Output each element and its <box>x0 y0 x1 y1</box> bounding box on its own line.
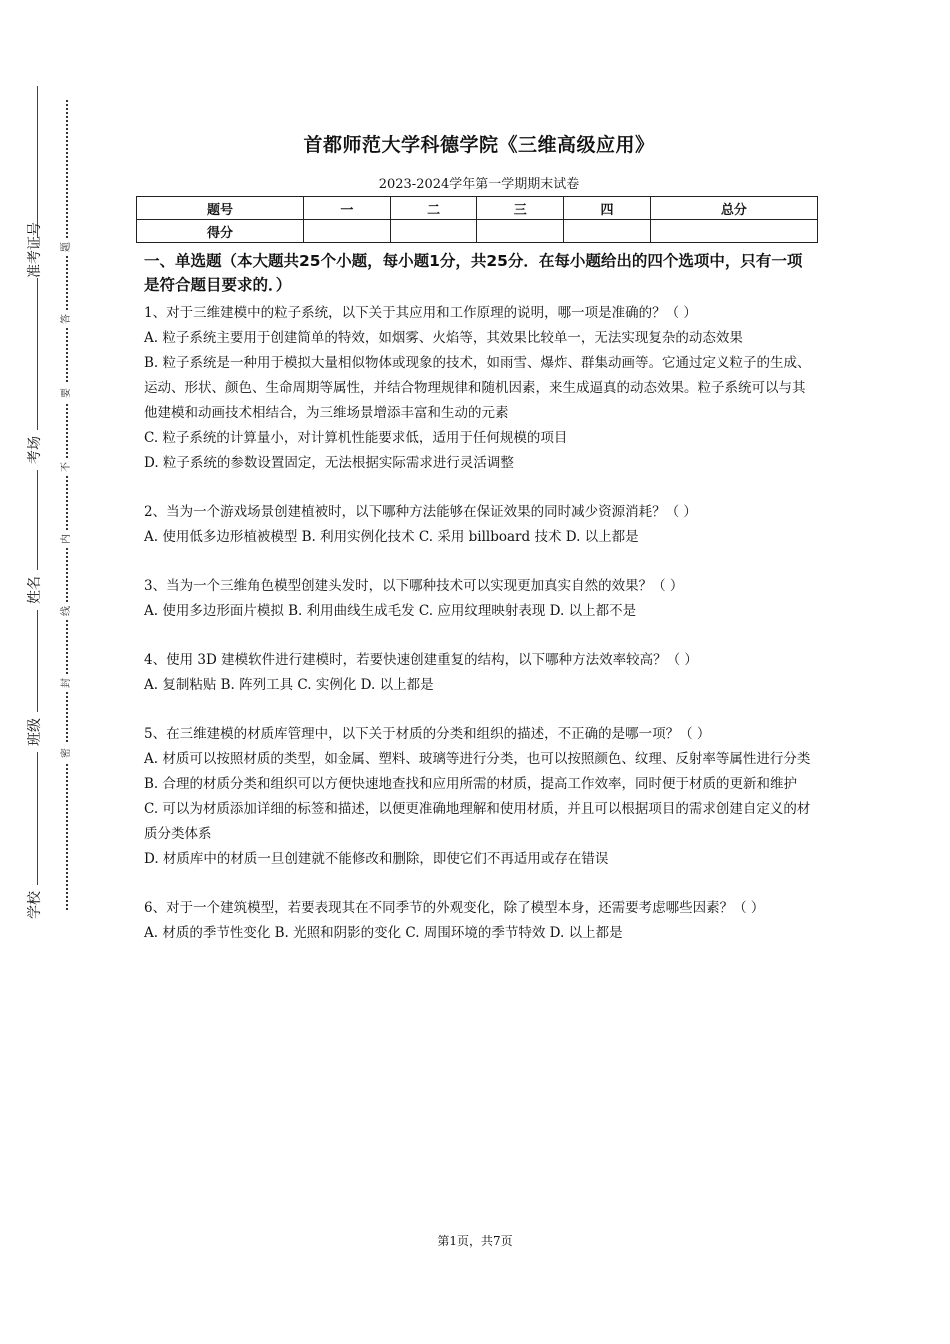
question-text: 3、当为一个三维角色模型创建头发时，以下哪种技术可以实现更加真实自然的效果？（ ） <box>144 578 684 594</box>
question-6 <box>144 896 814 946</box>
question-text: 4、使用 3D 建模软件进行建模时，若要快速创建重复的结构，以下哪种方法效率较高？（ ） <box>144 652 698 668</box>
score-cell <box>304 220 391 243</box>
question-option: B. 合理的材质分类和组织可以方便快速地查找和应用所需的材质，提高工作效率，同时便于材质的更新和维护 <box>144 776 798 792</box>
exam-subtitle: 2023-2024学年第一学期期末试卷 <box>378 177 580 192</box>
question-option: C. 粒子系统的计算量小，对计算机性能要求低，适用于任何规模的项目 <box>144 430 568 446</box>
exam-number-label: 准考证号 <box>24 238 44 278</box>
question-4 <box>144 648 814 698</box>
score-cell <box>564 220 651 243</box>
binding-fill-line <box>37 86 38 924</box>
score-cell <box>390 220 477 243</box>
score-header-cell: 总分 <box>650 197 817 220</box>
seal-char: 封 <box>60 674 74 692</box>
question-option: C. 可以为材质添加详细的标签和描述，以便更准确地理解和使用材质，并且可以根据项目的需求创建自定义的材质分类体系 <box>144 801 811 842</box>
score-header-cell: 三 <box>477 197 564 220</box>
question-option: A. 使用低多边形植被模型 B. 利用实例化技术 C. 采用 billboard 技术 D. 以上都是 <box>144 529 639 545</box>
question-option: B. 粒子系统是一种用于模拟大量相似物体或现象的技术，如雨雪、爆炸、群集动画等。它通过定义粒子的生成、运动、形状、颜色、生命周期等属性，并结合物理规律和随机因素，来生成逼真的动态效果。粒子系统可以与其他建模和动画技术相结合，为三维场景增添丰富和生动的元素 <box>144 355 811 421</box>
class-label: 班级 <box>24 712 44 752</box>
score-row <box>137 220 818 243</box>
question-option: A. 复制粘贴 B. 阵列工具 C. 实例化 D. 以上都是 <box>144 677 434 693</box>
section-heading: 一、单选题（本大题共25个小题，每小题1分，共25分．在每小题给出的四个选项中，只有一项是符合题目要求的．） <box>144 252 803 294</box>
seal-char: 密 <box>60 744 74 762</box>
score-header-cell: 二 <box>390 197 477 220</box>
question-text: 2、当为一个游戏场景创建植被时，以下哪种方法能够在保证效果的同时减少资源消耗？（ ） <box>144 504 697 520</box>
score-header-cell: 一 <box>304 197 391 220</box>
question-5 <box>144 722 814 872</box>
score-header-cell: 题号 <box>137 197 304 220</box>
seal-char: 内 <box>60 530 74 548</box>
seal-char: 线 <box>60 602 74 620</box>
exam-room-label: 考场 <box>24 430 44 470</box>
question-option: D. 粒子系统的参数设置固定，无法根据实际需求进行灵活调整 <box>144 455 514 471</box>
exam-page <box>144 130 814 970</box>
question-text: 1、对于三维建模中的粒子系统，以下关于其应用和工作原理的说明，哪一项是准确的？（ ） <box>144 305 697 321</box>
question-2 <box>144 500 814 550</box>
question-text: 6、对于一个建筑模型，若要表现其在不同季节的外观变化，除了模型本身，还需要考虑哪些因素？（ ） <box>144 900 765 916</box>
question-option: A. 材质的季节性变化 B. 光照和阴影的变化 C. 周围环境的季节特效 D. 以上都是 <box>144 925 623 941</box>
score-cell <box>477 220 564 243</box>
score-row-label: 得分 <box>137 220 304 243</box>
score-cell <box>650 220 817 243</box>
question-option: D. 材质库中的材质一旦创建就不能修改和删除，即使它们不再适用或存在错误 <box>144 851 609 867</box>
seal-char: 要 <box>60 384 74 402</box>
page-number: 第1页，共7页 <box>437 1234 513 1248</box>
question-option: A. 材质可以按照材质的类型，如金属、塑料、玻璃等进行分类，也可以按照颜色、纹理、反射率等属性进行分类 <box>144 751 811 767</box>
seal-char: 答 <box>60 310 74 328</box>
question-option: A. 粒子系统主要用于创建简单的特效，如烟雾、火焰等，其效果比较单一，无法实现复杂的动态效果 <box>144 330 743 346</box>
question-1 <box>144 301 814 476</box>
question-option: A. 使用多边形面片模拟 B. 利用曲线生成毛发 C. 应用纹理映射表现 D. 以上都不是 <box>144 603 637 619</box>
score-header-cell: 四 <box>564 197 651 220</box>
page-title: 首都师范大学科德学院《三维高级应用》 <box>303 134 655 156</box>
score-table <box>136 196 818 243</box>
seal-char: 题 <box>60 238 74 256</box>
question-3 <box>144 574 814 624</box>
score-header-row <box>137 197 818 220</box>
student-name-label: 姓名 <box>24 570 44 610</box>
school-label: 学校 <box>24 885 44 925</box>
question-text: 5、在三维建模的材质库管理中，以下关于材质的分类和组织的描述，不正确的是哪一项？（ ） <box>144 726 711 742</box>
seal-char: 不 <box>60 458 74 476</box>
binding-margin <box>0 0 100 1344</box>
seal-dotted-line <box>66 100 68 910</box>
